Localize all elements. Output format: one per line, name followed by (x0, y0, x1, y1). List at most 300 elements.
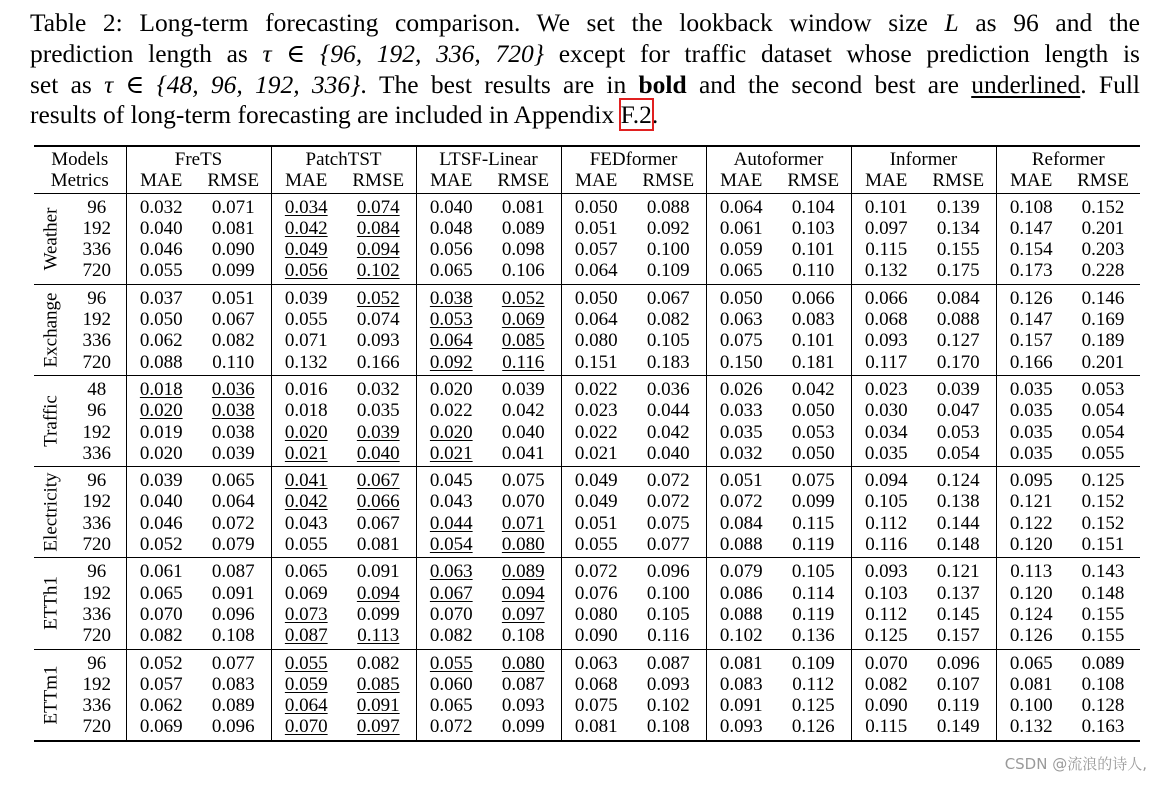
horizon-cell: 96 (68, 193, 126, 218)
table-row (34, 716, 1140, 740)
mae-header: MAE (865, 170, 908, 192)
mae-cell: 0.116 (865, 534, 908, 556)
table-row (34, 443, 1140, 467)
rmse-cell: 0.101 (776, 330, 851, 351)
mae-cell: 0.056 (429, 239, 473, 261)
rmse-cell: 0.039 (486, 375, 561, 400)
mae-cell: 0.034 (284, 196, 328, 218)
rmse-cell: 0.072 (196, 513, 271, 534)
rmse-cell: 0.052 (486, 284, 561, 309)
rmse-cell: 0.102 (341, 260, 416, 284)
caption-text: . The best results are in (360, 69, 639, 99)
mae-cell: 0.059 (284, 673, 328, 695)
rmse-cell: 0.094 (486, 583, 561, 604)
mae-cell: 0.050 (139, 309, 183, 331)
mae-cell: 0.064 (429, 330, 473, 352)
mae-cell: 0.053 (429, 309, 473, 331)
mae-cell: 0.057 (574, 239, 618, 261)
header-row-models (34, 146, 1140, 170)
rmse-cell: 0.099 (341, 604, 416, 625)
dataset-label (34, 375, 68, 466)
mae-cell: 0.016 (284, 378, 328, 400)
mae-cell: 0.033 (719, 400, 763, 422)
mae-cell: 0.091 (719, 695, 763, 717)
rmse-cell: 0.201 (1081, 351, 1125, 373)
model-header: Informer (851, 146, 996, 170)
mae-cell: 0.071 (284, 330, 328, 352)
mae-cell: 0.154 (1009, 239, 1053, 261)
rmse-cell: 0.089 (486, 218, 561, 239)
rmse-header: RMSE (1077, 170, 1129, 192)
caption-text: set as (30, 69, 105, 99)
rmse-cell: 0.093 (486, 695, 561, 716)
mae-cell: 0.093 (864, 330, 908, 352)
rmse-cell: 0.108 (631, 716, 706, 740)
dataset-name: Weather (40, 207, 62, 271)
mae-cell: 0.022 (574, 378, 618, 400)
rmse-cell: 0.108 (1081, 673, 1125, 695)
mae-cell: 0.070 (864, 652, 908, 674)
mae-cell: 0.063 (719, 309, 763, 331)
caption-text: Table 2: Long-term forecasting comparison. We set the lookback window size (30, 8, 945, 37)
table-row (34, 534, 1140, 558)
caption-text: except for traffic dataset whose prediction length is (543, 38, 1140, 68)
mae-cell: 0.115 (865, 239, 908, 261)
mae-cell: 0.065 (429, 695, 473, 717)
horizon-cell: 720 (68, 716, 126, 740)
rmse-cell: 0.138 (921, 491, 996, 512)
rmse-cell: 0.038 (196, 400, 271, 421)
rmse-cell: 0.079 (196, 534, 271, 558)
mae-cell: 0.063 (429, 561, 473, 583)
mae-cell: 0.061 (719, 217, 763, 239)
rmse-cell: 0.105 (631, 604, 706, 625)
rmse-cell: 0.099 (196, 260, 271, 284)
rmse-cell: 0.157 (921, 625, 996, 649)
mae-cell: 0.034 (864, 421, 908, 443)
mae-cell: 0.020 (139, 442, 183, 464)
rmse-cell: 0.093 (631, 674, 706, 695)
horizon-cell: 720 (68, 534, 126, 558)
rmse-cell: 0.094 (341, 239, 416, 260)
caption-text: . (651, 100, 659, 130)
mae-cell: 0.035 (1009, 378, 1053, 400)
rmse-cell: 0.054 (1081, 400, 1125, 422)
rmse-cell: 0.051 (196, 284, 271, 309)
rmse-cell: 0.077 (631, 534, 706, 558)
mae-cell: 0.117 (865, 351, 908, 373)
mae-cell: 0.064 (719, 196, 763, 218)
rmse-cell: 0.203 (1081, 239, 1125, 261)
rmse-cell: 0.125 (1081, 470, 1125, 492)
rmse-cell: 0.038 (196, 422, 271, 443)
mae-cell: 0.065 (139, 582, 183, 604)
rmse-cell: 0.155 (921, 239, 996, 260)
rmse-cell: 0.136 (776, 625, 851, 649)
mae-cell: 0.067 (429, 582, 473, 604)
rmse-cell: 0.072 (631, 491, 706, 512)
mae-cell: 0.040 (139, 217, 183, 239)
rmse-cell: 0.116 (631, 625, 706, 649)
mae-cell: 0.050 (719, 287, 763, 309)
mae-cell: 0.050 (574, 287, 618, 309)
rmse-cell: 0.126 (776, 716, 851, 740)
caption-text: as 96 and the (958, 8, 1140, 37)
mae-cell: 0.038 (429, 287, 473, 309)
mae-cell: 0.021 (429, 442, 473, 464)
rmse-cell: 0.040 (341, 443, 416, 467)
rmse-cell: 0.163 (1081, 716, 1125, 738)
rmse-cell: 0.082 (196, 330, 271, 351)
rmse-cell: 0.104 (776, 193, 851, 218)
mae-cell: 0.056 (284, 260, 328, 282)
mae-cell: 0.120 (1009, 534, 1053, 556)
appendix-link[interactable]: F.2 (620, 100, 652, 130)
rmse-cell: 0.108 (196, 625, 271, 649)
rmse-cell: 0.039 (341, 422, 416, 443)
mae-cell: 0.100 (1009, 695, 1053, 717)
rmse-cell: 0.181 (776, 352, 851, 376)
rmse-cell: 0.070 (486, 491, 561, 512)
mae-cell: 0.046 (139, 512, 183, 534)
rmse-cell: 0.050 (776, 443, 851, 467)
rmse-cell: 0.053 (1081, 378, 1125, 400)
rmse-cell: 0.050 (776, 400, 851, 421)
rmse-cell: 0.090 (196, 239, 271, 260)
model-header: Reformer (1031, 149, 1105, 170)
rmse-cell: 0.096 (196, 604, 271, 625)
mae-cell: 0.088 (139, 351, 183, 373)
rmse-cell: 0.189 (1081, 330, 1125, 352)
dataset-name: Electricity (40, 472, 62, 552)
rmse-cell: 0.039 (921, 375, 996, 400)
rmse-cell: 0.134 (921, 218, 996, 239)
table-row (34, 604, 1140, 625)
rmse-cell: 0.096 (196, 716, 271, 740)
mae-cell: 0.112 (865, 603, 908, 625)
mae-cell: 0.054 (429, 534, 473, 556)
rmse-cell: 0.071 (196, 193, 271, 218)
table-header (34, 146, 1140, 193)
mae-cell: 0.041 (284, 470, 328, 492)
mae-cell: 0.075 (574, 695, 618, 717)
rmse-cell: 0.055 (1081, 442, 1125, 464)
mae-cell: 0.081 (1009, 673, 1053, 695)
mae-cell: 0.151 (574, 351, 618, 373)
mae-cell: 0.063 (574, 652, 618, 674)
rmse-cell: 0.145 (921, 604, 996, 625)
caption-line-2 (30, 39, 1140, 70)
rmse-cell: 0.175 (921, 260, 996, 284)
rmse-cell: 0.067 (341, 513, 416, 534)
rmse-cell: 0.155 (1081, 603, 1125, 625)
mae-cell: 0.125 (864, 625, 908, 647)
horizon-cell: 336 (68, 443, 126, 467)
rmse-header: RMSE (631, 170, 706, 193)
rmse-cell: 0.110 (196, 352, 271, 376)
mae-cell: 0.055 (574, 534, 618, 556)
rmse-cell: 0.036 (196, 375, 271, 400)
rmse-cell: 0.099 (486, 716, 561, 740)
rmse-cell: 0.042 (631, 422, 706, 443)
rmse-cell: 0.127 (921, 330, 996, 351)
rmse-cell: 0.144 (921, 513, 996, 534)
rmse-cell: 0.074 (341, 193, 416, 218)
mae-cell: 0.132 (1009, 716, 1053, 738)
rmse-cell: 0.155 (1081, 625, 1125, 647)
dataset-group (34, 284, 1140, 375)
mae-cell: 0.068 (574, 673, 618, 695)
horizon-cell: 48 (68, 375, 126, 400)
mae-cell: 0.070 (429, 603, 473, 625)
rmse-cell: 0.124 (921, 467, 996, 492)
dataset-name: ETTm1 (40, 665, 62, 725)
mae-cell: 0.173 (1009, 260, 1053, 282)
models-label: Models (34, 146, 126, 170)
mae-cell: 0.046 (139, 239, 183, 261)
mae-cell: 0.090 (864, 695, 908, 717)
rmse-cell: 0.080 (486, 534, 561, 558)
rmse-cell: 0.088 (921, 309, 996, 330)
mae-cell: 0.040 (139, 491, 183, 513)
rmse-cell: 0.085 (486, 330, 561, 351)
mae-cell: 0.055 (429, 652, 473, 674)
rmse-cell: 0.146 (1081, 287, 1125, 309)
rmse-cell: 0.074 (341, 309, 416, 330)
rmse-cell: 0.151 (1081, 534, 1125, 556)
rmse-cell: 0.201 (1081, 217, 1125, 239)
rmse-cell: 0.081 (341, 534, 416, 558)
table-row (34, 330, 1140, 351)
mae-cell: 0.055 (284, 534, 328, 556)
rmse-cell: 0.036 (631, 375, 706, 400)
mae-cell: 0.121 (1009, 491, 1053, 513)
rmse-cell: 0.091 (341, 695, 416, 716)
rmse-cell: 0.087 (196, 558, 271, 583)
caption-line-1 (30, 8, 1140, 39)
mae-cell: 0.051 (574, 217, 618, 239)
rmse-cell: 0.100 (631, 239, 706, 260)
mae-cell: 0.035 (1009, 400, 1053, 422)
rmse-cell: 0.087 (631, 649, 706, 674)
rmse-cell: 0.047 (921, 400, 996, 421)
table-row (34, 513, 1140, 534)
rmse-cell: 0.085 (341, 674, 416, 695)
rmse-cell: 0.119 (776, 604, 851, 625)
dataset-group (34, 375, 1140, 466)
dataset-name: Traffic (40, 395, 62, 447)
rmse-cell: 0.109 (631, 260, 706, 284)
rmse-cell: 0.077 (196, 649, 271, 674)
mae-header: MAE (1010, 170, 1053, 192)
mae-cell: 0.049 (284, 239, 328, 261)
model-header: Autoformer (706, 146, 851, 170)
mae-cell: 0.082 (864, 673, 908, 695)
rmse-cell: 0.125 (776, 695, 851, 716)
caption-text: results of long-term forecasting are included in Appendix (30, 100, 621, 130)
rmse-cell: 0.042 (776, 375, 851, 400)
mae-cell: 0.113 (1010, 561, 1053, 583)
mae-cell: 0.057 (139, 673, 183, 695)
mae-cell: 0.101 (864, 196, 908, 218)
rmse-cell: 0.094 (341, 583, 416, 604)
caption-text: prediction length as (30, 38, 263, 68)
watermark: CSDN @流浪的诗人, (1004, 755, 1147, 773)
mae-cell: 0.073 (284, 603, 328, 625)
mae-cell: 0.026 (719, 378, 763, 400)
rmse-cell: 0.093 (341, 330, 416, 351)
horizon-cell: 192 (68, 674, 126, 695)
mae-cell: 0.050 (574, 196, 618, 218)
mae-cell: 0.022 (574, 421, 618, 443)
rmse-cell: 0.054 (1081, 421, 1125, 443)
horizon-cell: 192 (68, 218, 126, 239)
mae-cell: 0.065 (284, 561, 328, 583)
mae-cell: 0.124 (1009, 603, 1053, 625)
horizon-cell: 192 (68, 309, 126, 330)
rmse-cell: 0.119 (921, 695, 996, 716)
mae-cell: 0.020 (139, 400, 183, 422)
mae-cell: 0.065 (719, 260, 763, 282)
model-header: PatchTST (271, 146, 416, 170)
rmse-cell: 0.116 (486, 352, 561, 376)
mae-cell: 0.132 (284, 351, 328, 373)
mae-cell: 0.051 (719, 470, 763, 492)
mae-cell: 0.049 (574, 470, 618, 492)
horizon-cell: 96 (68, 400, 126, 421)
mae-cell: 0.147 (1009, 217, 1053, 239)
mae-cell: 0.080 (574, 603, 618, 625)
mae-cell: 0.032 (139, 196, 183, 218)
dataset-label (34, 558, 68, 649)
mae-cell: 0.066 (864, 287, 908, 309)
rmse-cell: 0.152 (1081, 512, 1125, 534)
rmse-cell: 0.067 (196, 309, 271, 330)
mae-cell: 0.055 (284, 652, 328, 674)
rmse-cell: 0.096 (631, 558, 706, 583)
mae-cell: 0.108 (1009, 196, 1053, 218)
mae-cell: 0.069 (284, 582, 328, 604)
mae-cell: 0.157 (1009, 330, 1053, 352)
mae-cell: 0.059 (719, 239, 763, 261)
horizon-cell: 336 (68, 604, 126, 625)
rmse-cell: 0.054 (921, 443, 996, 467)
horizon-cell: 336 (68, 330, 126, 351)
dataset-group (34, 649, 1140, 741)
dataset-name: Exchange (40, 292, 62, 368)
mae-cell: 0.079 (719, 561, 763, 583)
mae-cell: 0.072 (719, 491, 763, 513)
horizon-cell: 336 (68, 239, 126, 260)
rmse-cell: 0.113 (341, 625, 416, 649)
rmse-cell: 0.041 (486, 443, 561, 467)
mae-cell: 0.081 (719, 652, 763, 674)
mae-cell: 0.023 (574, 400, 618, 422)
mae-cell: 0.070 (284, 716, 328, 738)
table-row (34, 674, 1140, 695)
mae-cell: 0.094 (864, 470, 908, 492)
rmse-cell: 0.065 (196, 467, 271, 492)
rmse-cell: 0.064 (196, 491, 271, 512)
rmse-cell: 0.098 (486, 239, 561, 260)
dataset-label (34, 649, 68, 741)
mae-cell: 0.075 (719, 330, 763, 352)
rmse-cell: 0.084 (921, 284, 996, 309)
rmse-cell: 0.228 (1081, 260, 1125, 282)
rmse-cell: 0.089 (196, 695, 271, 716)
mae-cell: 0.021 (574, 442, 618, 464)
rmse-cell: 0.110 (776, 260, 851, 284)
rmse-cell: 0.044 (631, 400, 706, 421)
mae-cell: 0.115 (865, 716, 908, 738)
mae-cell: 0.087 (284, 625, 328, 647)
rmse-cell: 0.096 (921, 649, 996, 674)
mae-cell: 0.083 (719, 673, 763, 695)
horizon-cell: 96 (68, 558, 126, 583)
rmse-cell: 0.112 (776, 674, 851, 695)
mae-cell: 0.035 (1009, 442, 1053, 464)
dataset-group (34, 467, 1140, 558)
rmse-cell: 0.106 (486, 260, 561, 284)
table-row (34, 193, 1140, 218)
mae-cell: 0.072 (429, 716, 473, 738)
mae-cell: 0.095 (1009, 470, 1053, 492)
rmse-cell: 0.087 (486, 674, 561, 695)
mae-cell: 0.022 (429, 400, 473, 422)
caption-text: and the second best are (686, 69, 972, 99)
horizon-cell: 720 (68, 260, 126, 284)
rmse-cell: 0.148 (921, 534, 996, 558)
rmse-cell: 0.128 (1081, 695, 1125, 717)
rmse-cell: 0.066 (776, 284, 851, 309)
mae-cell: 0.068 (864, 309, 908, 331)
rmse-header: RMSE (196, 170, 271, 193)
mae-cell: 0.048 (429, 217, 473, 239)
mae-cell: 0.097 (864, 217, 908, 239)
horizon-cell: 96 (68, 284, 126, 309)
mae-cell: 0.035 (864, 442, 908, 464)
horizon-cell: 720 (68, 625, 126, 649)
caption-line-4 (30, 100, 1140, 131)
mae-cell: 0.019 (139, 421, 183, 443)
mae-cell: 0.037 (139, 287, 183, 309)
rmse-cell: 0.069 (486, 309, 561, 330)
mae-cell: 0.035 (1009, 421, 1053, 443)
dataset-label (34, 193, 68, 284)
mae-cell: 0.061 (139, 561, 183, 583)
mae-cell: 0.064 (284, 695, 328, 717)
mae-cell: 0.090 (574, 625, 618, 647)
mae-cell: 0.072 (574, 561, 618, 583)
results-table (34, 145, 1140, 742)
mae-cell: 0.070 (139, 603, 183, 625)
rmse-cell: 0.115 (776, 513, 851, 534)
metrics-label: Metrics (34, 170, 126, 193)
mae-header: MAE (285, 170, 328, 192)
mae-cell: 0.088 (719, 534, 763, 556)
rmse-cell: 0.148 (1081, 582, 1125, 604)
table-row (34, 491, 1140, 512)
horizon-cell: 192 (68, 422, 126, 443)
mae-cell: 0.055 (139, 260, 183, 282)
horizon-cell: 192 (68, 491, 126, 512)
rmse-cell: 0.092 (631, 218, 706, 239)
mae-cell: 0.069 (139, 716, 183, 738)
table-row (34, 467, 1140, 492)
mae-cell: 0.052 (139, 652, 183, 674)
model-header: FreTS (126, 146, 271, 170)
mae-cell: 0.105 (864, 491, 908, 513)
